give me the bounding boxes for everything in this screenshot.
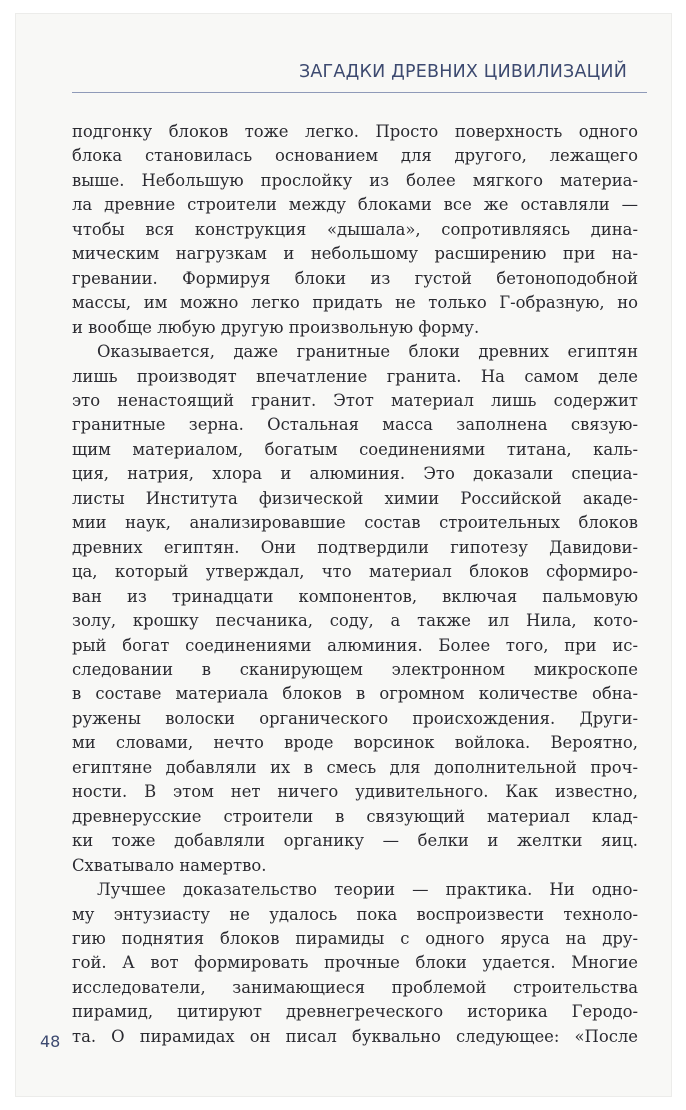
- text-line: блока становилась основанием для другого, лежащего: [72, 146, 638, 166]
- text-line: та. О пирамидах он писал буквально следующее: «После: [72, 1026, 638, 1046]
- text-line: и вообще любую другую произвольную форму.: [72, 317, 480, 337]
- text-line: египтяне добавляли их в смесь для дополнительной проч-: [72, 757, 638, 777]
- text-line: ция, натрия, хлора и алюминия. Это доказали специа-: [72, 464, 638, 484]
- text-line: массы, им можно легко придать не только Г-образную, но: [72, 293, 638, 313]
- text-line: чтобы вся конструкция «дышала», сопротивляясь дина-: [72, 219, 638, 239]
- text-line: древних египтян. Они подтвердили гипотезу Давидови-: [72, 537, 638, 557]
- text-line: гревании. Формируя блоки из густой бетоноподобной: [72, 268, 638, 288]
- text-line: ности. В этом нет ничего удивительного. Как известно,: [72, 782, 638, 802]
- text-line: ла древние строители между блоками все же оставляли —: [72, 195, 638, 215]
- text-line: это ненастоящий гранит. Этот материал лишь содержит: [72, 390, 638, 410]
- book-page: [16, 14, 671, 1096]
- text-line: лишь производят впечатление гранита. На самом деле: [72, 366, 638, 386]
- text-line: исследователи, занимающиеся проблемой строительства: [72, 977, 638, 997]
- text-line: Оказывается, даже гранитные блоки древних египтян: [97, 342, 638, 362]
- text-line: гой. А вот формировать прочные блоки удается. Многие: [72, 953, 638, 973]
- text-line: мическим нагрузкам и небольшому расширению при на-: [72, 244, 638, 264]
- text-line: ца, который утверждал, что материал блоков сформиро-: [72, 562, 638, 582]
- header-rule: [72, 92, 647, 93]
- text-line: щим материалом, богатым соединениями титана, каль-: [72, 439, 638, 459]
- text-line: гию поднятия блоков пирамиды с одного яруса на дру-: [72, 928, 638, 948]
- text-line: подгонку блоков тоже легко. Просто поверхность одного: [72, 122, 638, 141]
- text-line: мии наук, анализировавшие состав строительных блоков: [72, 513, 638, 533]
- text-line: древнерусские строители в связующий материал клад-: [72, 806, 638, 826]
- text-line: выше. Небольшую прослойку из более мягкого материа-: [72, 170, 638, 190]
- text-line: Схватывало намертво.: [72, 855, 267, 875]
- text-line: ружены волоски органического происхождения. Други-: [72, 708, 638, 728]
- text-line: пирамид, цитируют древнегреческого историка Геродо-: [72, 1002, 638, 1022]
- text-line: гранитные зерна. Остальная масса заполнена связую-: [72, 415, 638, 435]
- text-line: Лучшее доказательство теории — практика. Ни одно-: [97, 880, 638, 900]
- text-line: ми словами, нечто вроде ворсинок войлока. Вероятно,: [72, 733, 638, 753]
- text-line: золу, крошку песчаника, соду, а также ил Нила, кото-: [72, 611, 638, 631]
- text-line: ки тоже добавляли органику — белки и желтки яиц.: [72, 831, 638, 851]
- text-line: рый богат соединениями алюминия. Более того, при ис-: [72, 635, 638, 655]
- running-head: ЗАГАДКИ ДРЕВНИХ ЦИВИЛИЗАЦИЙ: [298, 62, 627, 82]
- body-text: [72, 120, 638, 1049]
- text-line: в составе материала блоков в огромном количестве обна-: [72, 684, 638, 704]
- text-line: следовании в сканирующем электронном микроскопе: [72, 659, 638, 679]
- page-number: 48: [40, 1032, 61, 1051]
- text-line: му энтузиасту не удалось пока воспроизвести техноло-: [72, 904, 638, 924]
- text-line: ван из тринадцати компонентов, включая пальмовую: [72, 586, 638, 606]
- text-line: листы Института физической химии Российской акаде-: [72, 488, 638, 508]
